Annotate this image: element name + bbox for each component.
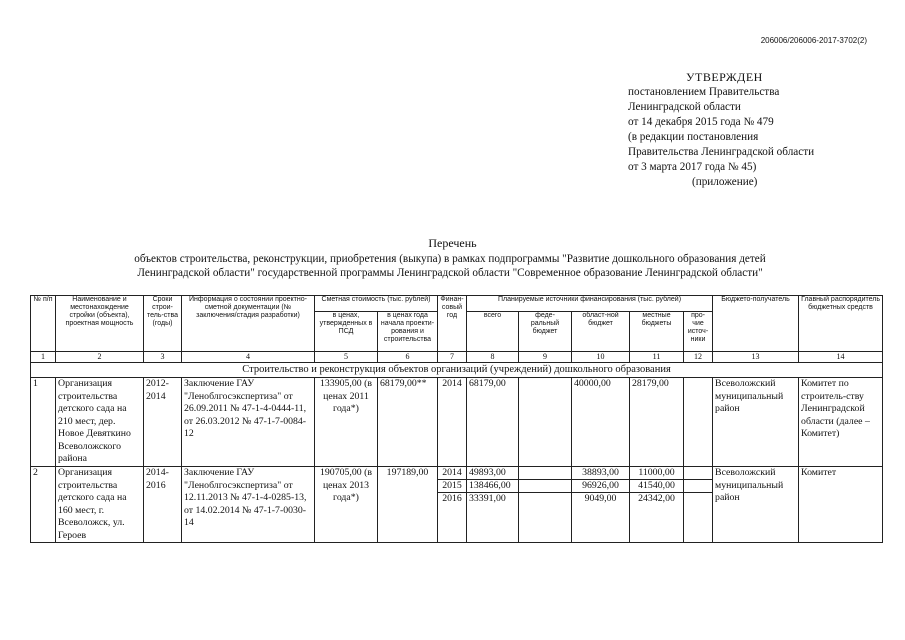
row-cost-b: 68179,00**	[378, 378, 438, 467]
regional-value: 9049,00	[584, 493, 617, 504]
approval-line: Ленинградской области	[628, 101, 741, 113]
header-local: местные бюджеты	[630, 312, 684, 352]
approval-line: от 14 декабря 2015 года № 479	[628, 116, 774, 128]
row-manager: Комитет	[799, 467, 883, 543]
row-name: Организация строительства детского сада на 160 мест, г. Всеволожск, ул. Героев	[56, 467, 144, 543]
row-cost-a: 133905,00 (в ценах 2011 года*)	[315, 378, 378, 467]
row-totals	[467, 467, 519, 543]
approval-title: УТВЕРЖДЕН	[686, 70, 763, 84]
row-other	[684, 378, 713, 467]
col-number: 4	[182, 352, 315, 363]
approval-line: постановлением Правительства	[628, 86, 780, 98]
col-number: 14	[799, 352, 883, 363]
row-num: 2	[31, 467, 56, 543]
table-row	[31, 378, 883, 467]
local-value: 41540,00	[630, 480, 683, 493]
year-value: 2015	[438, 480, 466, 493]
year-value: 2014	[442, 378, 462, 389]
row-name: Организация строительства детского сада на 210 мест, дер. Новое Девяткино Всеволожского района	[56, 378, 144, 467]
header-federal: феде-ральный бюджет	[519, 312, 572, 352]
row-manager: Комитет по строитель-ству Ленинградской области (далее – Комитет)	[799, 378, 883, 467]
section-heading: Строительство и реконструкция объектов организаций (учреждений) дошкольного образования	[31, 363, 883, 378]
header-total: всего	[467, 312, 519, 352]
header-cost-b: в ценах года начала проекти-рования и строительства	[378, 312, 438, 352]
other-value	[684, 378, 712, 390]
approval-block	[628, 70, 814, 190]
local-value: 24342,00	[638, 493, 675, 504]
federal-value	[519, 467, 571, 480]
header-other: про-чие источ-ники	[684, 312, 713, 352]
list-title: Перечень	[428, 236, 477, 250]
header-docs: Информация о состоянии проектно-сметной документации (№ заключения/стадия разработки)	[182, 296, 315, 352]
header-fin-year: Финан-совый год	[438, 296, 467, 352]
col-number: 2	[56, 352, 144, 363]
col-number: 7	[438, 352, 467, 363]
document-id: 206006/206006-2017-3702(2)	[760, 36, 867, 45]
approval-line: Правительства Ленинградской области	[628, 146, 815, 158]
federal-value	[519, 378, 571, 390]
header-cost: Сметная стоимость (тыс. рублей)	[315, 296, 438, 312]
col-number: 5	[315, 352, 378, 363]
header-cost-a: в ценах, утвержденных в ПСД	[315, 312, 378, 352]
col-number: 11	[630, 352, 684, 363]
row-years	[438, 378, 467, 467]
col-number: 3	[144, 352, 182, 363]
header-manager: Главный распорядитель бюджетных средств	[799, 296, 883, 352]
approval-line: от 3 марта 2017 года № 45)	[628, 161, 757, 173]
row-terms: 2012-2014	[144, 378, 182, 467]
row-cost-b: 197189,00	[378, 467, 438, 543]
federal-value	[519, 493, 571, 505]
list-subtitle-line: Ленинградской области" государственной программы Ленинградской области "Современное образование Ленинградской области"	[137, 267, 763, 279]
col-number: 12	[684, 352, 713, 363]
row-local	[630, 378, 684, 467]
total-value: 49893,00	[467, 467, 518, 480]
header-regional: област-ной бюджет	[572, 312, 630, 352]
row-num: 1	[31, 378, 56, 467]
regional-value: 40000,00	[574, 378, 611, 389]
row-years	[438, 467, 467, 543]
approval-appendix: (приложение)	[692, 176, 758, 188]
list-subtitle-line: объектов строительства, реконструкции, приобретения (выкупа) в рамках подпрограммы "Развитие дошкольного образования детей	[134, 253, 766, 265]
row-terms: 2014-2016	[144, 467, 182, 543]
header-num: № п/п	[31, 296, 56, 352]
row-recipient: Всеволожский муниципальный район	[713, 378, 799, 467]
header-recipient: Бюджето-получатель	[713, 296, 799, 352]
row-regional	[572, 467, 630, 543]
year-value: 2014	[438, 467, 466, 480]
col-number: 13	[713, 352, 799, 363]
list-subtitle	[70, 252, 830, 280]
total-value: 33391,00	[469, 493, 506, 504]
local-value: 11000,00	[630, 467, 683, 480]
row-federal	[519, 467, 572, 543]
other-value	[684, 480, 712, 493]
col-number: 8	[467, 352, 519, 363]
regional-value: 96926,00	[572, 480, 629, 493]
col-number: 10	[572, 352, 630, 363]
header-terms: Сроки строи-тель-ства (годы)	[144, 296, 182, 352]
objects-table	[30, 295, 883, 543]
federal-value	[519, 480, 571, 493]
col-number: 6	[378, 352, 438, 363]
row-local	[630, 467, 684, 543]
header-name: Наименование и местонахождение стройки (объекта), проектная мощность	[56, 296, 144, 352]
row-docs: Заключение ГАУ "Леноблгосэкспертиза" от 12.11.2013 № 47-1-4-0285-13, от 14.02.2014 № 47-1-7-0030-14	[182, 467, 315, 543]
row-other	[684, 467, 713, 543]
other-value	[684, 467, 712, 480]
approval-line: (в редакции постановления	[628, 131, 759, 143]
row-cost-a: 190705,00 (в ценах 2013 года*)	[315, 467, 378, 543]
header-sources: Планируемые источники финансирования (тыс. рублей)	[467, 296, 713, 312]
other-value	[684, 493, 712, 505]
total-value: 138466,00	[467, 480, 518, 493]
row-regional	[572, 378, 630, 467]
col-number: 9	[519, 352, 572, 363]
year-value: 2016	[442, 493, 462, 504]
table-row	[31, 467, 883, 543]
row-docs: Заключение ГАУ "Леноблгосэкспертиза" от 26.09.2011 № 47-1-4-0444-11, от 26.03.2012 № 47-1-7-0084-12	[182, 378, 315, 467]
regional-value: 38893,00	[572, 467, 629, 480]
col-number: 1	[31, 352, 56, 363]
row-recipient: Всеволожский муниципальный район	[713, 467, 799, 543]
row-federal	[519, 378, 572, 467]
row-totals	[467, 378, 519, 467]
local-value: 28179,00	[632, 378, 669, 389]
total-value: 68179,00	[469, 378, 506, 389]
